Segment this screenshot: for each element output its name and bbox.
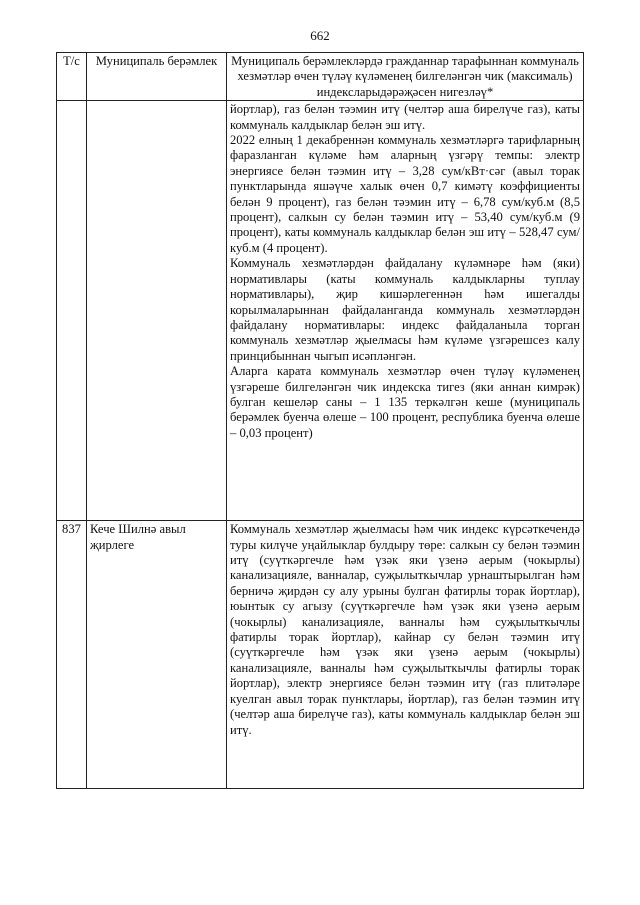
row-municipality [87, 101, 227, 521]
header-justification: Муниципаль берәмлекләрдә гражданнар тарафыннан коммуналь хезмәтләр өчен түләү күләменең билгеләнгән чик (максималь) индексларыдәрәҗәсен нигезләү* [227, 53, 584, 101]
paragraph: Коммуналь хезмәтләрдән файдалану күләмнәре һәм (яки) нормативлары (каты коммуналь калдыкларны туплау нормативлары), җир кишәрлегеннән һәм ишегалды корылмаларыннан файдаланганда коммуналь хезмәтләрдән файдалану нормативлары: индекс файдаланыла торган коммуналь хезмәтләр җыелмасы һәм күләме үзгәрешсез калу принцибыннан чыгып исәпләнгән. [230, 256, 580, 363]
paragraph: Коммуналь хезмәтләр җыелмасы һәм чик индекс күрсәткечендә туры килүче уңайлыклар булдыру төре: салкын су белән тәэмин итү (суүткәргечле һәм үзәк яки үзенә аерым (чокырлы) канализацияле, ванналар, суҗылыткычлар урнаштырылган һәм берничә җирдән су алу урыны булган фатирлы торак йортлар), юынтык су агызу (суүткәргечле һәм үзәк яки үзенә аерым (чокырлы) канализацияле, ванналы һәм суҗылыткычлы фатирлы торак йортлар), кайнар су белән тәэмин итү (суүткәргечле һәм үзәк яки үзенә аерым (чокырлы) канализацияле, ванналы һәм суҗылыткычлы фатирлы торак йортлар), электр энергиясе белән тәэмин итү (газ плитәләре куелган авыл торак пунктлары, йортлар), газ белән тәэмин итү (челтәр аша бирелүче газ), каты коммуналь калдыклар белән эш итү. [230, 522, 580, 737]
table-header-row [57, 53, 584, 101]
indices-table [56, 52, 584, 789]
paragraph: йортлар), газ белән тәэмин итү (челтәр аша бирелүче газ), каты коммуналь калдыклар белән эш итү. [230, 102, 580, 132]
row-justification [227, 101, 584, 521]
paragraph: Аларга карата коммуналь хезмәтләр өчен түләү күләменең үзгәреше билгеләнгән чик индекска тигез (яки аннан кимрәк) булган кешеләр саны – 1 135 теркәлгән кеше (муниципаль берәмлек буенча өлеше – 100 процент, республика буенча өлеше – 0,03 процент) [230, 364, 580, 440]
table-row [57, 101, 584, 521]
header-number: Т/с [57, 53, 87, 101]
row-number [57, 101, 87, 521]
row-number: 837 [57, 521, 87, 789]
table-row [57, 521, 584, 789]
paragraph: 2022 елның 1 декабреннән коммуналь хезмәтләргә тарифларның фаразланган күләме һәм аларның үзгәрү темпы: электр энергиясе белән тәэмин итү – 3,28 сум/кВт·сәг (авыл торак пунктларында яшәүче халык өчен 0,7 кимәтү коэффициенты белән 9 процент), газ белән тәэмин итү – 6,78 сум/куб.м (8,5 процент), салкын су белән тәэмин итү – 53,40 сум/куб.м (9 процент), каты коммуналь калдыклар белән эш итү – 528,47 сум/куб.м (4 процент). [230, 133, 580, 255]
row-justification [227, 521, 584, 789]
header-municipality: Муниципаль берәмлек [87, 53, 227, 101]
page-number: 662 [310, 28, 330, 43]
row-municipality: Кече Шилнә авыл җирлеге [87, 521, 227, 789]
